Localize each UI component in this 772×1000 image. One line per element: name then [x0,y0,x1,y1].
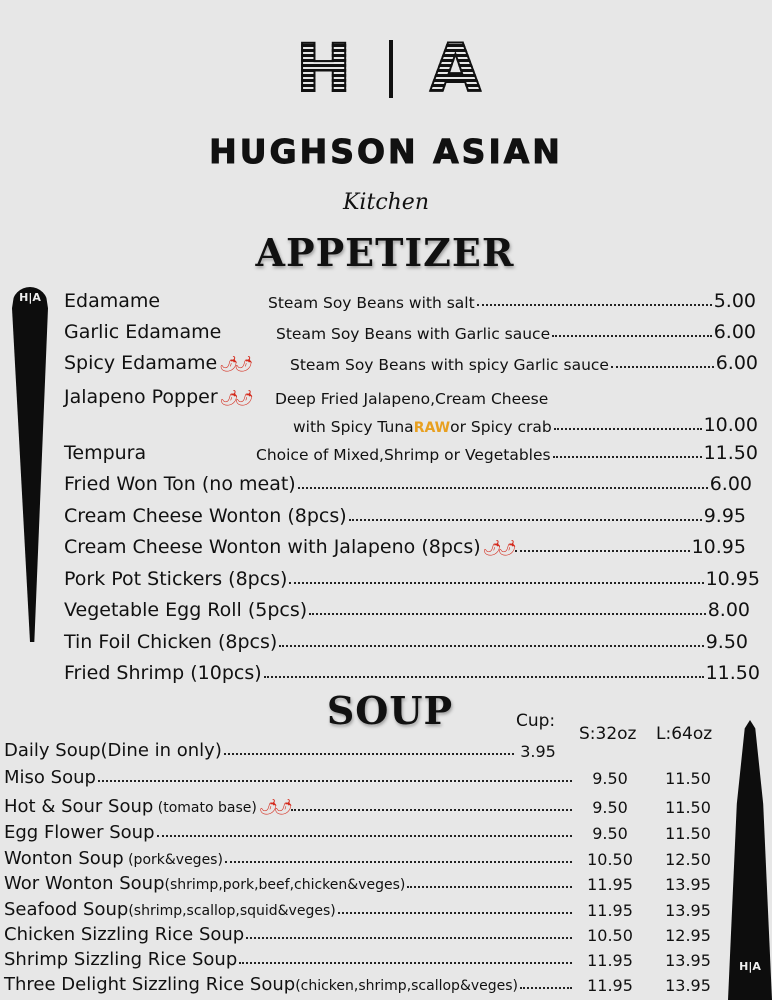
dot-leader [289,581,703,584]
soup-price-small: 11.95 [587,976,633,995]
item-name: Garlic Edamame [64,321,222,343]
soup-price-small: 9.50 [592,769,628,788]
mini-logo-letters: H|A [19,291,41,304]
soup-price-small: 11.95 [587,901,633,920]
dot-leader [407,885,572,888]
item-price: 9.50 [705,631,748,653]
item-name [64,536,513,558]
item-name-text: Spicy Edamame [64,352,218,374]
soup-item [4,845,730,869]
dot-leader [309,612,706,615]
dot-leader [520,986,572,989]
menu-item [64,382,758,436]
soup-item [4,819,730,843]
dot-leader [239,961,572,964]
column-header-large: L:64oz [656,724,713,744]
item-name: Cream Cheese Wonton (8pcs) [64,505,347,527]
item-description-2b: or Spicy crab [450,418,552,436]
item-description: Steam Soy Beans with Garlic sauce [276,325,551,343]
item-description: Deep Fried Jalapeno,Cream Cheese [275,390,549,408]
decorative-pillar-left [12,287,48,642]
soup-price-small: 9.50 [592,798,628,817]
item-line-1 [64,382,758,408]
menu-item [64,595,750,621]
logo-divider [389,40,393,98]
dot-leader [515,549,690,552]
soup-name [4,873,405,894]
soup-name [4,899,336,920]
soup-price-small: 10.50 [587,850,633,869]
menu-item [64,317,756,343]
soup-detail: (pork&veges) [123,852,223,868]
soup-detail: (shrimp,scallop,squid&veges) [128,903,336,919]
dot-leader [279,644,703,647]
item-name-text: Cream Cheese Wonton with Jalapeno (8pcs) [64,536,481,558]
soup-item [4,921,730,945]
menu-item [64,501,746,527]
restaurant-tagline: Kitchen [343,190,429,215]
dot-leader [246,936,572,939]
chili-pepper-icon: 🌶🌶 [482,539,513,557]
column-header-small: S:32oz [579,724,637,744]
soup-item [4,946,730,970]
soup-name-text: Three Delight Sizzling Rice Soup [4,974,296,995]
soup-item [4,793,730,817]
item-name-text: Jalapeno Popper [64,386,218,408]
item-name [64,352,290,374]
soup-item [4,971,730,995]
soup-price-large: 12.50 [665,850,711,869]
item-price: 10.00 [703,414,758,436]
logo-letter-a: A [429,30,481,107]
soup-name-text: Miso Soup [4,767,96,788]
item-description: Steam Soy Beans with spicy Garlic sauce [290,356,609,374]
column-header-cup: Cup: [516,711,556,731]
soup-detail: (tomato base) [153,800,257,816]
item-price: 6.00 [709,473,752,495]
soup-price-small: 10.50 [587,926,633,945]
soup-name-text: Egg Flower Soup [4,822,155,843]
soup-name [4,924,244,945]
soup-name [4,848,223,869]
chili-pepper-icon: 🌶🌶 [219,389,250,407]
soup-item [4,896,730,920]
item-description: Steam Soy Beans with salt [268,294,475,312]
item-description-2a: with Spicy Tuna [293,418,414,436]
dot-leader [349,518,702,521]
dot-leader [554,427,702,430]
menu-item [64,627,748,653]
menu-item [64,469,752,495]
logo [296,30,481,107]
soup-name [4,767,96,788]
item-name: Pork Pot Stickers (8pcs) [64,568,288,590]
dot-leader [477,303,712,306]
item-price: 11.50 [705,662,760,684]
logo-letter-h: H [296,30,352,107]
item-price: 6.00 [713,321,756,343]
soup-title: SOUP [326,688,454,733]
item-line-2 [64,408,758,436]
item-name: Fried Shrimp (10pcs) [64,662,262,684]
dot-leader [552,334,712,337]
restaurant-name: HUGHSON ASIAN [209,132,563,171]
menu-item [64,438,758,464]
soup-name: Daily Soup(Dine in only) [4,740,222,761]
dot-leader [98,779,572,782]
item-price: 10.95 [705,568,760,590]
soup-name [4,796,289,817]
dot-leader [224,752,514,755]
soup-price-large: 13.95 [665,875,711,894]
item-description: Choice of Mixed,Shrimp or Vegetables [256,446,551,464]
menu-item [64,286,756,312]
menu-item [64,532,746,558]
soup-name-text: Hot & Sour Soup [4,796,154,817]
soup-name-text: Seafood Soup [4,899,129,920]
soup-price-cup: 3.95 [520,742,556,761]
item-name: Vegetable Egg Roll (5pcs) [64,599,308,621]
item-name: Edamame [64,290,161,312]
soup-name [4,949,237,970]
soup-price-small: 11.95 [587,951,633,970]
soup-item-daily [4,737,560,761]
soup-name-text: Chicken Sizzling Rice Soup [4,924,245,945]
item-name [64,386,275,408]
dot-leader [338,911,572,914]
soup-item [4,870,730,894]
dot-leader [264,675,704,678]
chili-pepper-icon: 🌶🌶 [219,355,250,373]
menu-item [64,564,760,590]
item-name: Tin Foil Chicken (8pcs) [64,631,278,653]
soup-price-large: 12.95 [665,926,711,945]
mini-logo-left [12,292,48,304]
soup-price-large: 11.50 [665,824,711,843]
soup-name [4,974,518,995]
soup-detail: (chicken,shrimp,scallop&veges) [295,978,519,994]
raw-badge: RAW [413,420,451,436]
soup-price-large: 13.95 [665,951,711,970]
soup-price-small: 11.95 [587,875,633,894]
item-price: 9.95 [703,505,746,527]
soup-price-small: 9.50 [592,824,628,843]
item-price: 8.00 [707,599,750,621]
soup-detail: (shrimp,pork,beef,chicken&veges) [164,877,406,893]
soup-name-text: Shrimp Sizzling Rice Soup [4,949,238,970]
appetizer-title: APPETIZER [255,230,515,275]
decorative-pillar-right [728,720,772,1000]
soup-price-large: 13.95 [665,901,711,920]
soup-price-large: 11.50 [665,769,711,788]
soup-name-text: Wonton Soup [4,848,124,869]
chili-pepper-icon: 🌶🌶 [258,798,289,816]
menu-item [64,658,760,684]
menu-item [64,348,758,374]
item-price: 5.00 [713,290,756,312]
dot-leader [553,455,702,458]
dot-leader [157,834,572,837]
item-price: 6.00 [715,352,758,374]
soup-name [4,822,155,843]
item-name: Tempura [64,442,147,464]
mini-logo-letters: H|A [739,960,761,973]
mini-logo-right [728,960,772,973]
item-price: 10.95 [691,536,746,558]
soup-item [4,764,730,788]
dot-leader [298,486,708,489]
item-name: Fried Won Ton (no meat) [64,473,296,495]
dot-leader [225,860,572,863]
dot-leader [611,365,714,368]
soup-name-text: Wor Wonton Soup [4,873,165,894]
soup-price-large: 13.95 [665,976,711,995]
soup-price-large: 11.50 [665,798,711,817]
dot-leader [291,808,572,811]
item-price: 11.50 [703,442,758,464]
